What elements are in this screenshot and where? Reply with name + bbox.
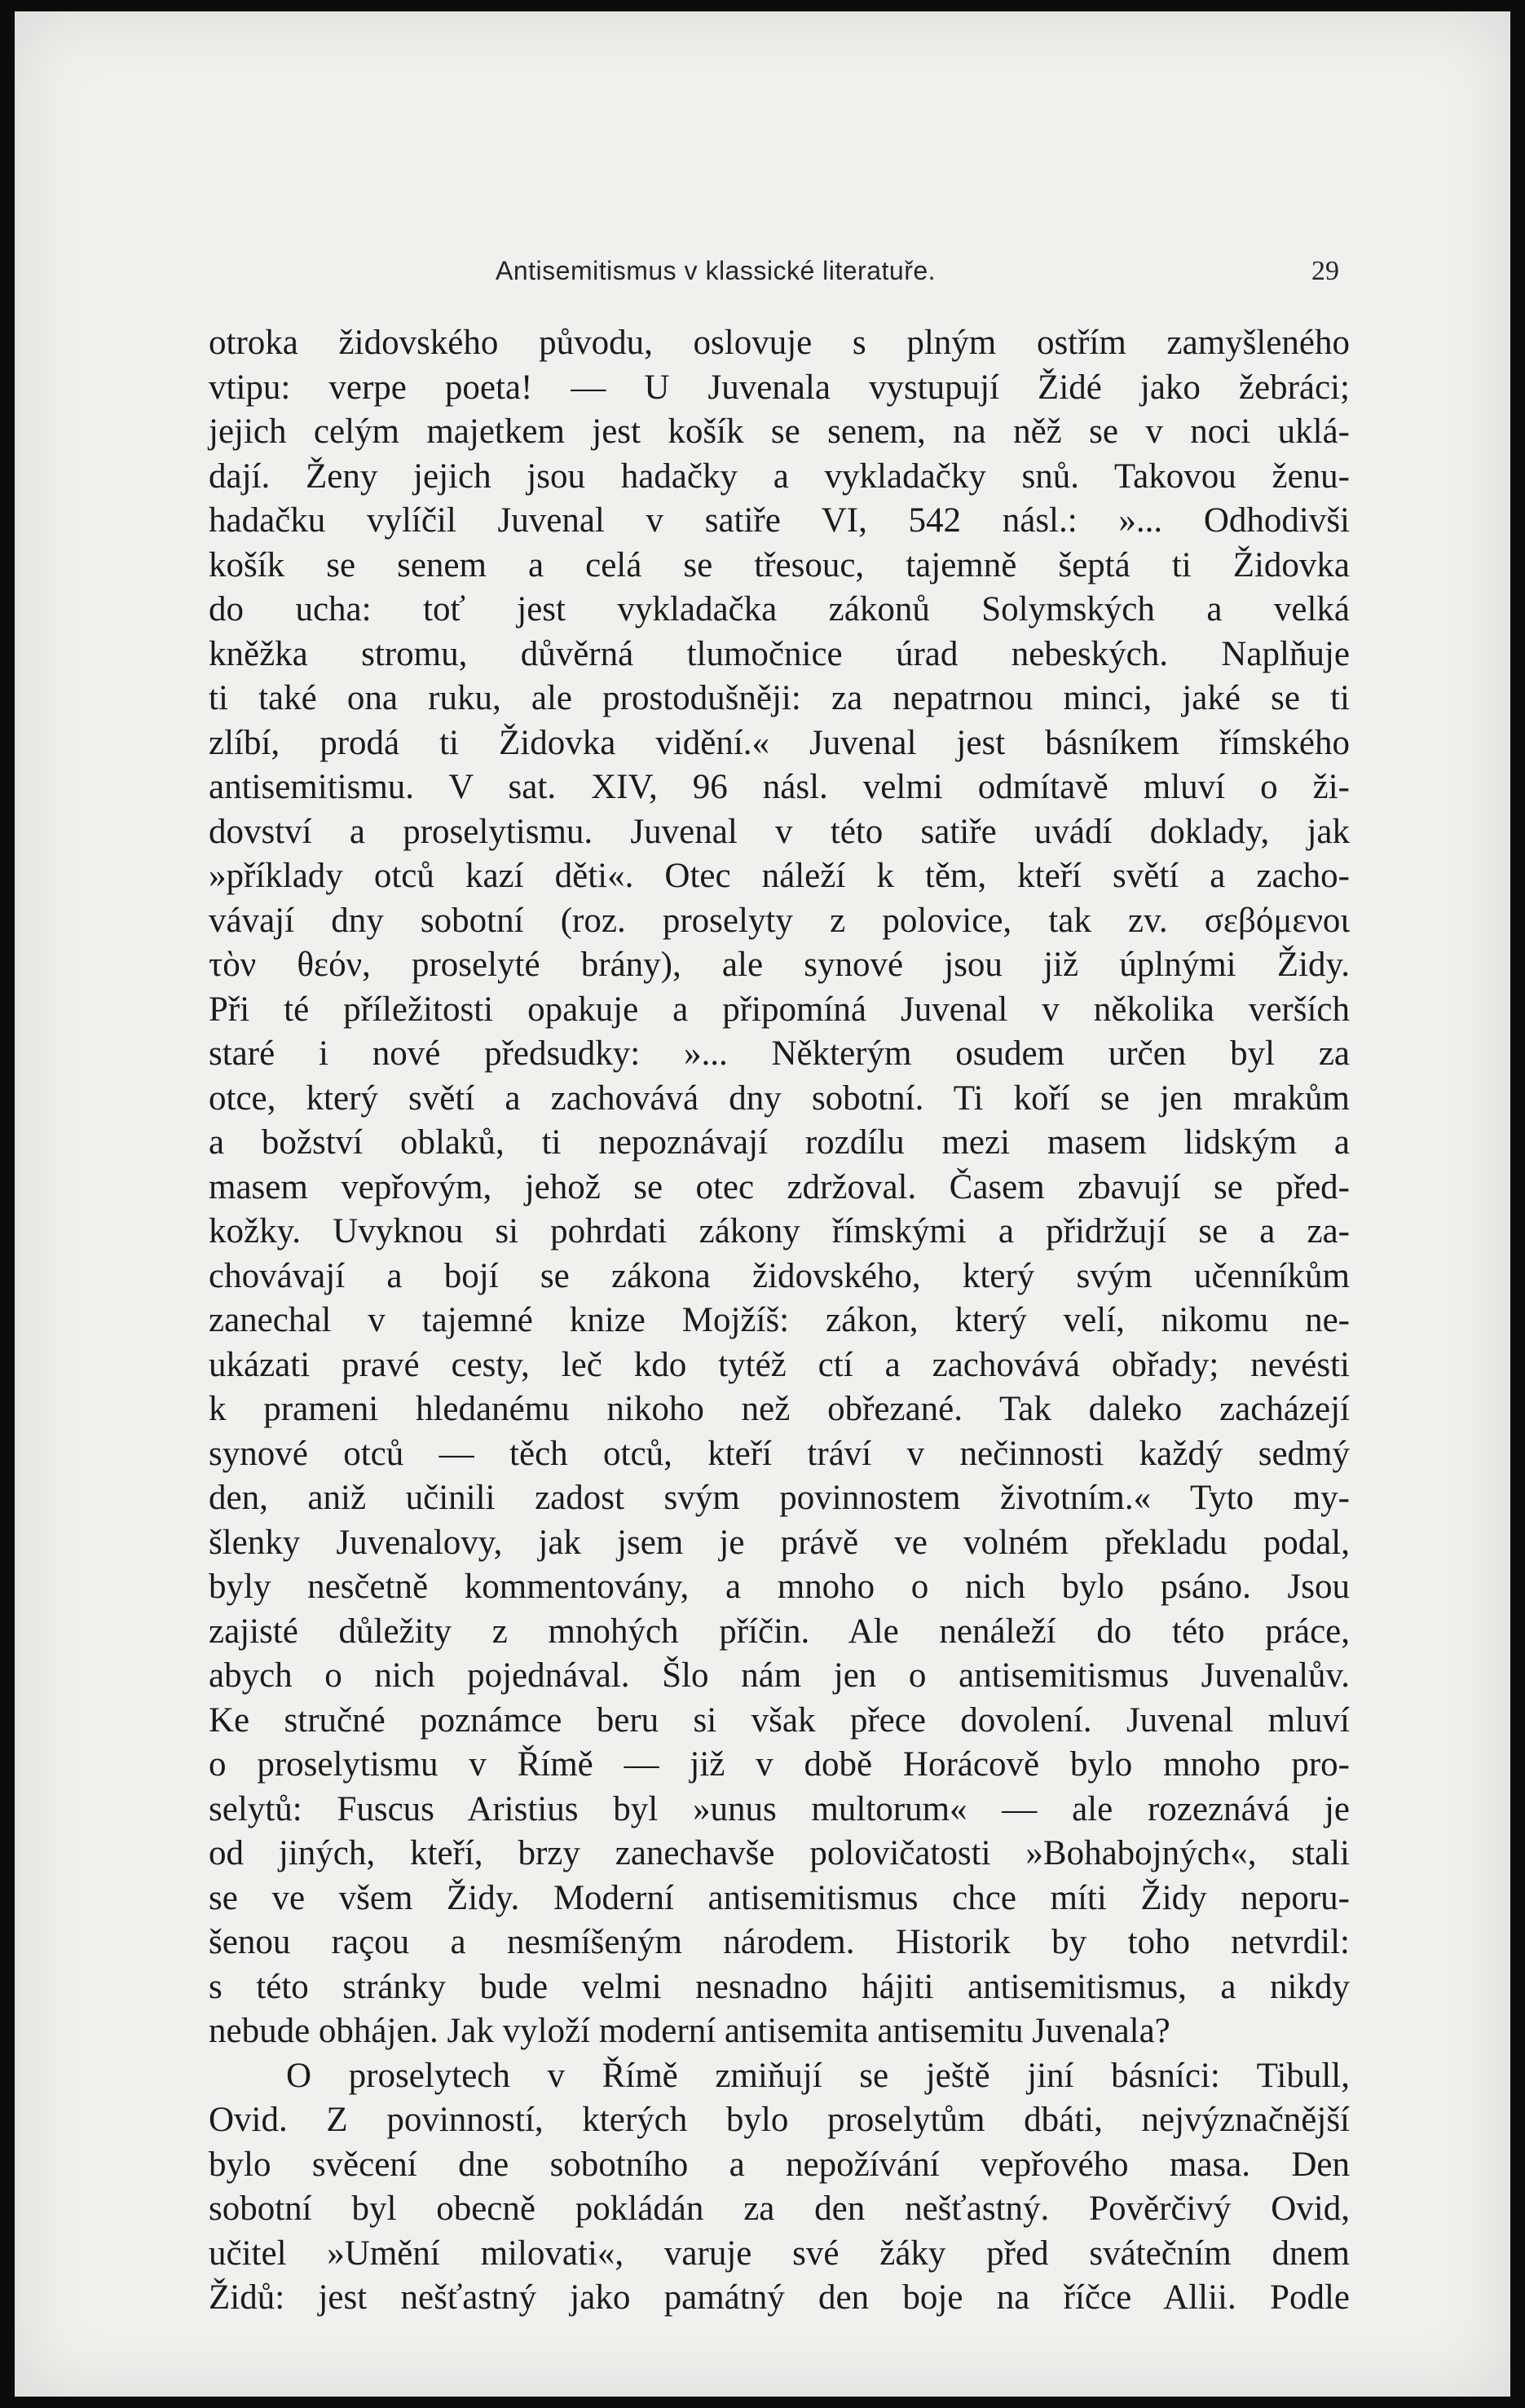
body-text [209, 321, 1350, 2321]
text-line: učitel »Umění milovati«, varuje své žáky před svátečním dnem [209, 2234, 1350, 2273]
text-line: jejich celým majetkem jest košík se senem, na něž se v noci uklá- [209, 412, 1350, 451]
text-line: abych o nich pojednával. Šlo nám jen o antisemitismus Juvenalův. [209, 1656, 1350, 1695]
text-line: selytů: Fuscus Aristius byl »unus multorum« — ale rozeznává je [209, 1789, 1350, 1828]
text-line: synové otců — těch otců, kteří tráví v nečinnosti každý sedmý [209, 1434, 1350, 1473]
text-line: dovství a proselytismu. Juvenal v této satiře uvádí doklady, jak [209, 812, 1350, 851]
text-line: košík se senem a celá se třesouc, tajemně šeptá ti Židovka [209, 545, 1350, 584]
text-line: antisemitismu. V sat. XIV, 96 násl. velmi odmítavě mluví o ži- [209, 768, 1350, 806]
text-line: Židů: jest nešťastný jako památný den boje na říčce Allii. Podle [209, 2278, 1350, 2317]
text-line: od jiných, kteří, brzy zanechavše polovičatosti »Bohabojných«, stali [209, 1834, 1350, 1872]
text-line: kněžka stromu, důvěrná tlumočnice úrad nebeských. Naplňuje [209, 634, 1350, 673]
text-line: bylo svěcení dne sobotního a nepožívání vepřového masa. Den [209, 2145, 1350, 2184]
text-line: dají. Ženy jejich jsou hadačky a vykladačky snů. Takovou ženu- [209, 456, 1350, 496]
text-line: vtipu: verpe poeta! — U Juvenala vystupují Židé jako žebráci; [209, 368, 1350, 407]
text-line: nebude obhájen. Jak vyloží moderní antisemita antisemitu Juvenala? [209, 2012, 1170, 2050]
text-line: zanechal v tajemné knize Mojžíš: zákon, který velí, nikomu ne- [209, 1301, 1350, 1339]
text-line: τὸν θεόν, proselyté brány), ale synové jsou již úplnými Židy. [209, 946, 1350, 984]
text-line: hadačku vylíčil Juvenal v satiře VI, 542 násl.: »... Odhodivši [209, 501, 1350, 540]
text-line: otce, který světí a zachovává dny sobotní. Ti koří se jen mrakům [209, 1078, 1350, 1118]
text-line: s této stránky bude velmi nesnadno hájiti antisemitismus, a nikdy [209, 1967, 1350, 2006]
text-line: ukázati pravé cesty, leč kdo tytéž ctí a zachovává obřady; nevésti [209, 1345, 1350, 1384]
text-line: do ucha: toť jest vykladačka zákonů Solymských a velká [209, 590, 1350, 628]
text-line: byly nesčetně kommentovány, a mnoho o nich bylo psáno. Jsou [209, 1568, 1350, 1606]
text-line: k prameni hledanému nikoho než obřezané. Tak daleko zacházejí [209, 1390, 1350, 1428]
page-number: 29 [1311, 256, 1339, 286]
text-line: chovávají a bojí se zákona židovského, který svým učenníkům [209, 1256, 1350, 1295]
text-line: Při té příležitosti opakuje a připomíná Juvenal v několika verších [209, 990, 1350, 1029]
text-line: »příklady otců kazí děti«. Otec náleží k těm, kteří světí a zacho- [209, 857, 1350, 895]
text-line: zlíbí, prodá ti Židovka vidění.« Juvenal jest básníkem římského [209, 723, 1350, 762]
text-line: den, aniž učinili zadost svým povinnostem životním.« Tyto my- [209, 1479, 1350, 1517]
text-line: se ve všem Židy. Moderní antisemitismus chce míti Židy neporu- [209, 1878, 1350, 1917]
text-line: Ke stručné poznámce beru si však přece dovolení. Juvenal mluví [209, 1700, 1350, 1740]
text-line: masem vepřovým, jehož se otec zdržoval. Časem zbavují se před- [209, 1167, 1350, 1206]
text-line: ti také ona ruku, ale prostodušněji: za nepatrnou minci, jaké se ti [209, 679, 1350, 717]
text-line: šlenky Juvenalovy, jak jsem je právě ve volném překladu podal, [209, 1523, 1350, 1562]
text-line: zajisté důležity z mnohých příčin. Ale nenáleží do této práce, [209, 1612, 1350, 1651]
text-line: vávají dny sobotní (roz. proselyty z polovice, tak zv. σεβόμενοι [209, 901, 1350, 940]
text-line: otroka židovského původu, oslovuje s plným ostřím zamyšleného [209, 324, 1350, 362]
text-line: sobotní byl obecně pokládán za den nešťastný. Pověrčivý Ovid, [209, 2190, 1350, 2228]
text-line: staré i nové předsudky: »... Některým osudem určen byl za [209, 1034, 1350, 1073]
text-line: o proselytismu v Římě — již v době Horácově bylo mnoho pro- [209, 1745, 1350, 1784]
running-header [186, 246, 1339, 292]
text-line: kožky. Uvyknou si pohrdati zákony římskými a přidržují se a za- [209, 1212, 1350, 1250]
text-line: Ovid. Z povinností, kterých bylo proselytům dbáti, nejvýznačnější [209, 2101, 1350, 2139]
book-page [15, 11, 1510, 2397]
text-line: šenou raçou a nesmíšeným národem. Historik by toho netvrdil: [209, 1923, 1350, 1961]
paragraph-start-line: O proselytech v Římě zmiňují se ještě jiní básníci: Tibull, [286, 2056, 1350, 2095]
running-title: Antisemitismus v klassické literatuře. [496, 256, 937, 285]
text-line: a božství oblaků, ti nepoznávají rozdílu mezi masem lidským a [209, 1123, 1350, 1162]
